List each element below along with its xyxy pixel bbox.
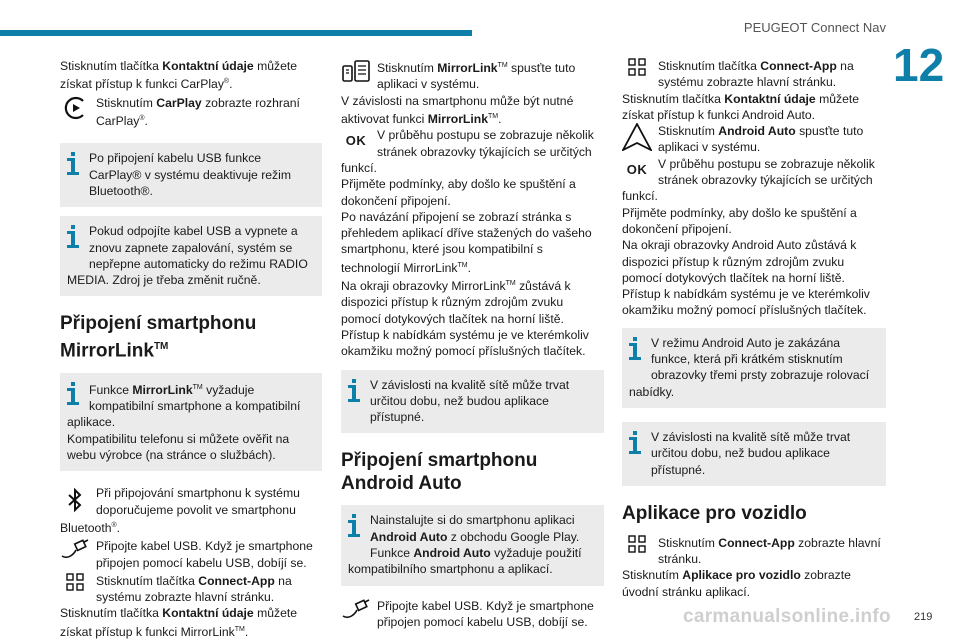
paragraph: Po navázání připojení se zobrazí stránka s přehledem aplikací dříve stažených do vašeho smartphonu, které jsou kompatibilní s technologií MirrorLink™. [341,209,592,275]
paragraph: Na okraji obrazovky MirrorLink™ zůstává k dispozici přístup k různým zdrojům zvuku pomocí dotykových tlačítek na horní liště. [341,279,571,326]
mirrorlink-step: Stisknutím MirrorLink™ spusťte tuto aplikaci v systému. [341,58,604,93]
chapter-number: 12 [893,39,945,91]
info-note: Funkce MirrorLink™ vyžaduje kompatibilní smartphone a kompatibilní aplikace. Kompatibilitu telefonu si můžete ověřit na webu výrobce (na stránce o službách). [60,373,322,472]
section-heading: Připojení smartphonu Android Auto [341,450,538,495]
ok-step: OK V průběhu postupu se zobrazuje několik stránek obrazovky týkajících se určitých funkcí. [622,156,875,204]
paragraph: Na okraji obrazovky Android Auto zůstává k dispozici přístup k různým zdrojům zvuku pomocí dotykových tlačítek na horní liště. [622,238,857,285]
paragraph: V závislosti na smartphonu může být nutné aktivovat funkci MirrorLink™. [341,93,574,127]
header-title: PEUGEOT Connect Nav [743,20,886,35]
info-note: Po připojení kabelu USB funkce CarPlay® v systému deaktivuje režim Bluetooth®. [60,143,322,207]
info-note: Nainstalujte si do smartphonu aplikaci Android Auto z obchodu Google Play. Funkce Android Auto vyžaduje použití kompatibilního smartphonu a aplikací. [341,505,604,585]
android-auto-step: Stisknutím Android Auto spusťte tuto aplikaci v systému. [622,123,886,156]
info-icon [348,514,360,546]
paragraph: Přístup k nabídkám systému je ve kterémkoliv okamžiku možný pomocí příslušných tlačítek. [622,287,870,318]
bluetooth-icon [60,485,90,515]
page-number: 219 [914,611,933,623]
info-icon [67,152,79,184]
usb-cable-icon [60,538,90,566]
info-note: Pokud odpojíte kabel USB a vypnete a znovu zapnete zapalování, systém se nepřepne automaticky do režimu RADIO MEDIA. Zdroj je třeba změnit ručně. [60,216,322,296]
usb-step: Připojte kabel USB. Když je smartphone připojen pomocí kabelu USB, dobíjí se. [60,538,322,571]
info-icon [67,382,79,414]
section-heading: Aplikace pro vozidlo [622,502,807,524]
paragraph: Stisknutím tlačítka Kontaktní údaje můžete získat přístup k funkci Android Auto. [622,91,860,122]
info-icon [67,225,79,257]
grid-apps-icon [622,58,652,80]
connect-app-step: Stisknutím Connect-App zobrazte hlavní stránku. [622,535,886,568]
bluetooth-step: Při připojování smartphonu k systému doporučujeme povolit ve smartphonu Bluetooth®. [60,486,300,535]
ok-icon: OK [345,133,367,149]
usb-cable-icon [341,598,371,626]
usb-step: Připojte kabel USB. Když je smartphone připojen pomocí kabelu USB, dobíjí se. [341,598,604,631]
info-icon [629,431,641,463]
paragraph: Přijměte podmínky, aby došlo ke spuštění a dokončení připojení. [622,205,857,236]
grid-apps-icon [60,573,90,595]
connect-app-step: Stisknutím tlačítka Connect-App na systému zobrazte hlavní stránku. [60,573,322,606]
column-2 [341,58,604,630]
info-note: V závislosti na kvalitě sítě může trvat určitou dobu, než budou aplikace přístupné. [622,422,886,486]
header-accent-bar [0,30,472,36]
android-auto-icon [622,123,652,155]
paragraph: Stisknutím tlačítka Kontaktní údaje můžete získat přístup k funkci MirrorLink™. [60,606,298,639]
paragraph: Stisknutím Aplikace pro vozidlo zobrazte úvodní stránku aplikací. [622,568,851,599]
ok-step: OK V průběhu postupu se zobrazuje několik stránek obrazovky týkajících se určitých funkcí. [341,128,594,175]
ok-icon: OK [626,161,648,177]
info-icon [348,379,360,411]
mirrorlink-icon [341,58,371,88]
paragraph: Přijměte podmínky, aby došlo ke spuštění a dokončení připojení. [341,177,576,208]
carplay-icon [60,95,90,125]
section-heading: Připojení smartphonu MirrorLink™ [60,313,257,362]
paragraph: Přístup k nabídkám systému je ve kterémkoliv okamžiku možný pomocí příslušných tlačítek. [341,328,589,359]
watermark: carmanualsonline.info [683,606,891,627]
info-note: V režimu Android Auto je zakázána funkce, která při krátkém stisknutím obrazovky třemi prsty zobrazuje rolovací nabídky. [622,328,886,408]
grid-apps-icon [622,535,652,557]
info-icon [629,337,641,369]
paragraph: Stisknutím tlačítka Kontaktní údaje můžete získat přístup k funkci CarPlay®. [60,59,298,92]
column-1 [60,58,322,640]
column-3 [622,58,886,600]
info-note: V závislosti na kvalitě sítě může trvat určitou dobu, než budou aplikace přístupné. [341,370,604,434]
connect-app-step: Stisknutím tlačítka Connect-App na systému zobrazte hlavní stránku. [622,58,886,91]
carplay-step: Stisknutím CarPlay zobrazte rozhraní CarPlay®. [60,95,322,130]
